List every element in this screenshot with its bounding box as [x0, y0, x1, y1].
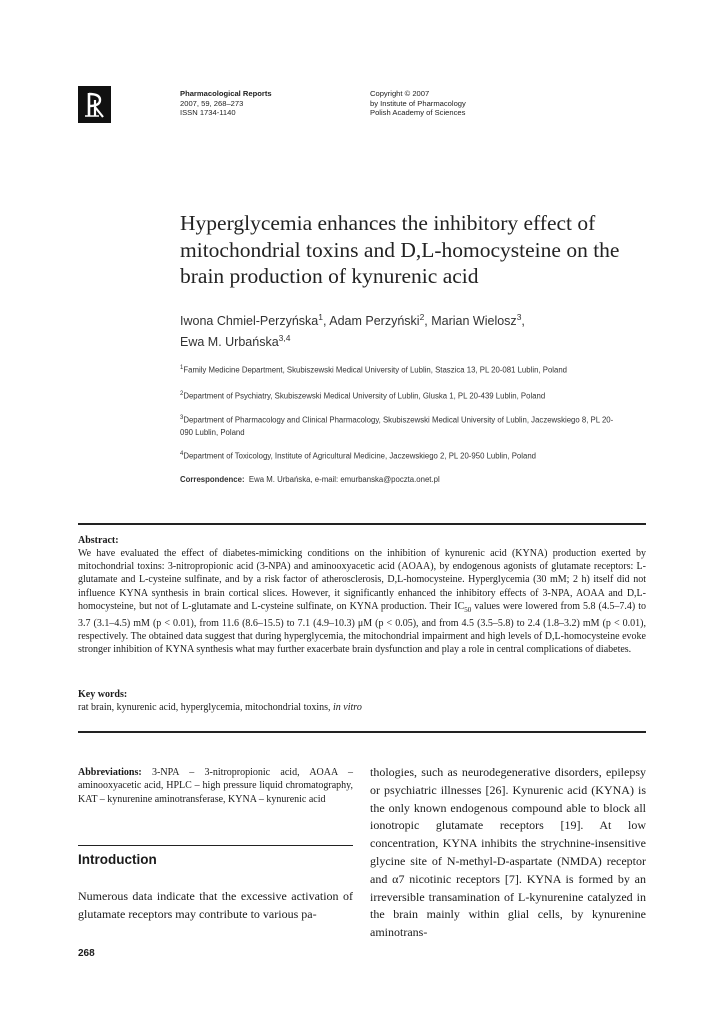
affiliation-num: 3 [180, 415, 184, 421]
copyright-info [370, 89, 530, 118]
author-sup: 3,4 [278, 333, 291, 344]
body-text-right: thologies, such as neurodegenerative disorders, epilepsy or psychiatric illnesses [26]. Kynurenic acid (KYNA) is the only known endogenous compound able to block all ionotropic glutamate receptors [19]. At low concentration, KYNA inhibits the strychnine-insensitive glycine site of N-methyl-D-aspartate (NMDA) receptor and α7 nicotinic receptors [7]. KYNA is formed by an irreversible transamination of L-kynurenine catalyzed in the brain mainly within glial cells, by kynurenine aminotrans- [370, 765, 646, 940]
keywords [78, 701, 646, 714]
affiliation [180, 412, 620, 439]
journal-info [180, 89, 340, 118]
keywords-text: rat brain, kynurenic acid, hyperglycemia, mitochondrial toxins, [78, 702, 334, 713]
affiliation-num: 1 [180, 365, 184, 371]
abstract-text: values were lowered from 5.8 (4.5–7.4) to 3.7 (3.1–4.5) mM (p < 0.01), from 11.6 (8.6–15.5) to 7.1 (4.9–10.3) μM (p < 0.05), and from 4.5 (3.5–5.8) to 2.4 (1.8–3.2) mM (p < 0.01), respectively. The obtained data suggest that during hyperglycemia, the mitochondrial impairment and high levels of D,L-homocysteine evoke stronger inhibition of KYNA synthesis what may further exacerbate brain dysfunction and play a role in central complications of diabetes. [78, 600, 646, 656]
author: Iwona Chmiel-Perzyńska [180, 314, 319, 329]
abstract-heading: Abstract: [78, 535, 119, 546]
journal-logo [78, 86, 111, 123]
abbreviations-label: Abbreviations: [78, 767, 142, 778]
author: Adam Perzyński [329, 314, 420, 329]
issn: ISSN 1734-1140 [180, 108, 236, 118]
author: Ewa M. Urbańska [180, 335, 279, 350]
affiliation-text: Family Medicine Department, Skubiszewski Medical University of Lublin, Staszica 13, PL 20-081 Lublin, Poland [183, 365, 568, 375]
keywords-italic: in vitro [333, 702, 362, 713]
body-text-left: Numerous data indicate that the excessive activation of glutamate receptors may contribute to various pa- [78, 889, 353, 921]
correspondence-text: Ewa M. Urbańska, e-mail: emurbanska@poczta.onet.pl [248, 475, 440, 484]
keywords-heading: Key words: [78, 689, 128, 700]
affiliation [180, 388, 650, 403]
copyright: Copyright © 2007 [370, 89, 430, 98]
divider [78, 845, 353, 846]
abbreviations-text: 3-NPA – 3-nitropropionic acid, AOAA – aminooxyacetic acid, HPLC – high pressure liquid chromatography, KAT – kynurenine aminotransferase, KYNA – kynurenic acid [78, 767, 353, 805]
affiliation-text: Department of Pharmacology and Clinical Pharmacology, Skubiszewski Medical University of Lublin, Jaczewskiego 8, PL 20-090 Lublin, Poland [180, 415, 614, 437]
academy: Polish Academy of Sciences [370, 108, 466, 118]
abstract-subscript: 50 [464, 605, 472, 614]
publisher: by Institute of Pharmacology [370, 98, 466, 108]
author: Marian Wielosz [431, 314, 517, 329]
article-title: Hyperglycemia enhances the inhibitory effect of mitochondrial toxins and D,L-homocysteine on the brain production of kynurenic acid [180, 211, 620, 288]
volume-pages: 2007, 59, 268–273 [180, 98, 244, 108]
author-sup: 3 [516, 312, 522, 322]
affiliation-text: Department of Toxicology, Institute of Agricultural Medicine, Jaczewskiego 2, PL 20-950 Lublin, Poland [183, 451, 536, 461]
author-sup: 1 [318, 312, 323, 322]
affiliation-num: 2 [180, 391, 184, 397]
page-number: 268 [78, 948, 95, 959]
author-sup: 2 [419, 312, 425, 322]
correspondence-label: Correspondence: [180, 475, 245, 484]
affiliation-num: 4 [180, 451, 184, 457]
affiliation-text: Department of Psychiatry, Skubiszewski Medical University of Lublin, Gluska 1, PL 20-439 Lublin, Poland [183, 391, 546, 401]
affiliation [180, 448, 650, 463]
pr-monogram-icon [78, 86, 111, 123]
journal-name: Pharmacological Reports [180, 89, 272, 98]
affiliation [180, 362, 650, 377]
correspondence [180, 474, 650, 486]
author-list: Iwona Chmiel-Perzyńska$^1$, Adam Perzyński$^2$, Marian Wielosz$^3$, Ewa M. Urbańska$^{3,4}$ [180, 312, 525, 350]
divider [78, 523, 646, 525]
divider [78, 731, 646, 733]
section-heading: Introduction [78, 852, 157, 867]
abstract-body [78, 547, 646, 657]
abbreviations [78, 766, 353, 806]
abstract-text: We have evaluated the effect of diabetes-mimicking conditions on the inhibition of kynurenic acid (KYNA) production exerted by mitochondrial toxins: 3-nitropropionic acid (3-NPA) and aminooxyacetic acid (AOAA), by endogenous agonists of glutamate receptors: L-glutamate and L-cysteine sulfinate, and by a risk factor of atherosclerosis, D,L-homocysteine. Hyperglycemia (30 mM; 2 h) itself did not influence KYNA synthesis in brain cortical slices. However, it significantly enhanced the inhibitory effects of 3-NPA, AOAA and D,L-homocysteine, but not of L-glutamate and L-cysteine sulfinate, on KYNA production. Their IC [78, 548, 646, 612]
